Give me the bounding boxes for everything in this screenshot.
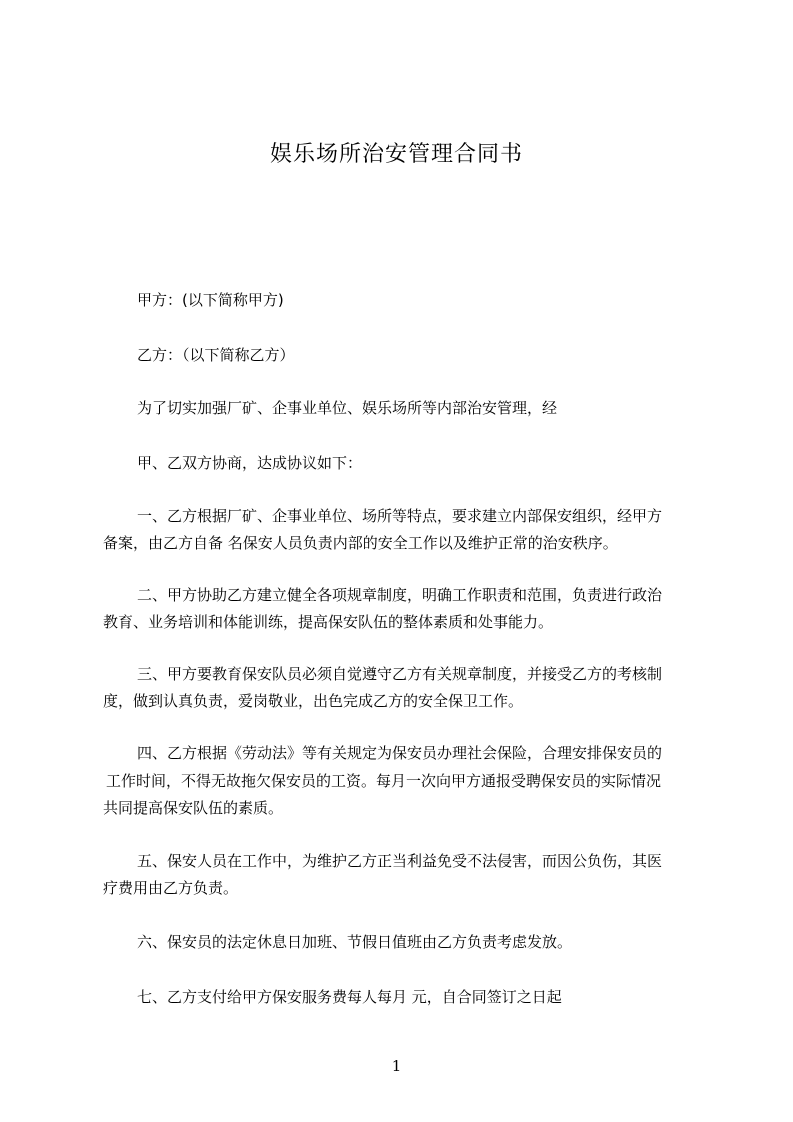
- clause-2-line-1: 二、甲方协助乙方建立健全各项规章制度，明确工作职责和范围，负责进行政治: [137, 586, 663, 604]
- intro-line-1: 为了切实加强厂矿、企事业单位、娱乐场所等内部治安管理，经: [137, 399, 558, 417]
- page-number: 1: [391, 1057, 402, 1075]
- party-b-line: 乙方：（以下简称乙方）: [137, 346, 295, 364]
- clause-5-line-1: 五、保安人员在工作中，为维护乙方正当利益免受不法侵害，而因公负伤，其医: [137, 852, 663, 870]
- clause-4-line-1: 四、乙方根据《劳动法》等有关规定为保安员办理社会保险，合理安排保安员的: [137, 744, 663, 762]
- clause-4-line-3: 共同提高保安队伍的素质。: [103, 799, 284, 817]
- clause-3-line-2: 度，做到认真负责，爱岗敬业，出色完成乙方的安全保卫工作。: [103, 692, 524, 710]
- clause-1-line-1: 一、乙方根据厂矿、企事业单位、场所等特点，要求建立内部保安组织，经甲方: [137, 507, 663, 525]
- clause-5-line-2: 疗费用由乙方负责。: [103, 879, 239, 897]
- party-a-line: 甲方：(以下简称甲方): [137, 291, 284, 309]
- clause-3-line-1: 三、甲方要教育保安队员必须自觉遵守乙方有关规章制度，并接受乙方的考核制: [137, 665, 663, 683]
- intro-line-2: 甲、乙双方协商，达成协议如下：: [137, 454, 363, 472]
- clause-7: 七、乙方支付给甲方保安服务费每人每月 元，自合同签订之日起: [137, 988, 562, 1006]
- clause-1-line-2: 备案，由乙方自备 名保安人员负责内部的安全工作以及维护正常的治安秩序。: [103, 534, 618, 552]
- clause-6: 六、保安员的法定休息日加班、节假日值班由乙方负责考虑发放。: [137, 933, 573, 951]
- clause-2-line-2: 教育、业务培训和体能训练，提高保安队伍的整体素质和处事能力。: [103, 613, 554, 631]
- clause-4-line-2: 工作时间，不得无故拖欠保安员的工资。每月一次向甲方通报受聘保安员的实际情况: [106, 772, 662, 790]
- document-title: 娱乐场所治安管理合同书: [269, 142, 523, 167]
